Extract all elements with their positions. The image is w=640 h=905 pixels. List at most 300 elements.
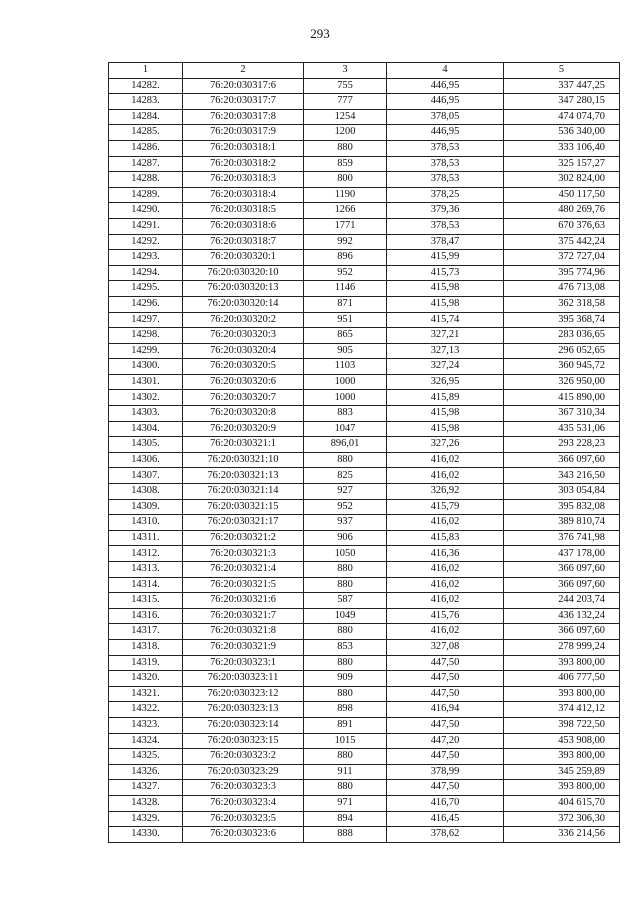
row-number-cell: 14320. [109,671,183,687]
table-row [109,811,620,827]
cadastral-number-cell: 76:20:030323:6 [183,827,304,843]
table-row [109,250,620,266]
row-number-cell: 14302. [109,390,183,406]
specific-value-cell: 327,24 [387,359,504,375]
specific-value-cell: 446,95 [387,94,504,110]
cadastral-value-cell: 435 531,06 [504,421,620,437]
area-cell: 927 [304,484,387,500]
specific-value-cell: 415,83 [387,530,504,546]
cadastral-value-cell: 347 280,15 [504,94,620,110]
table-row [109,390,620,406]
specific-value-cell: 378,25 [387,187,504,203]
area-cell: 952 [304,499,387,515]
cadastral-number-cell: 76:20:030318:4 [183,187,304,203]
row-number-cell: 14326. [109,764,183,780]
cadastral-number-cell: 76:20:030323:12 [183,686,304,702]
specific-value-cell: 446,95 [387,125,504,141]
row-number-cell: 14330. [109,827,183,843]
specific-value-cell: 447,20 [387,733,504,749]
specific-value-cell: 416,36 [387,546,504,562]
cadastral-value-cell: 404 615,70 [504,795,620,811]
specific-value-cell: 447,50 [387,717,504,733]
row-number-cell: 14289. [109,187,183,203]
cadastral-number-cell: 76:20:030317:6 [183,78,304,94]
cadastral-number-cell: 76:20:030323:3 [183,780,304,796]
specific-value-cell: 446,95 [387,78,504,94]
row-number-cell: 14329. [109,811,183,827]
specific-value-cell: 416,02 [387,452,504,468]
specific-value-cell: 378,05 [387,109,504,125]
table-row [109,515,620,531]
table-row [109,484,620,500]
area-cell: 1047 [304,421,387,437]
specific-value-cell: 447,50 [387,655,504,671]
specific-value-cell: 416,02 [387,624,504,640]
cadastral-number-cell: 76:20:030323:1 [183,655,304,671]
area-cell: 755 [304,78,387,94]
row-number-cell: 14308. [109,484,183,500]
cadastral-value-cell: 398 722,50 [504,717,620,733]
table-row [109,343,620,359]
cadastral-value-cell: 278 999,24 [504,639,620,655]
area-cell: 1049 [304,608,387,624]
table-header [109,63,620,79]
area-cell: 971 [304,795,387,811]
area-cell: 880 [304,624,387,640]
row-number-cell: 14301. [109,374,183,390]
row-number-cell: 14328. [109,795,183,811]
table-row [109,795,620,811]
area-cell: 1000 [304,390,387,406]
specific-value-cell: 415,98 [387,281,504,297]
row-number-cell: 14312. [109,546,183,562]
specific-value-cell: 327,13 [387,343,504,359]
cadastral-number-cell: 76:20:030323:29 [183,764,304,780]
cadastral-number-cell: 76:20:030318:1 [183,140,304,156]
row-number-cell: 14305. [109,437,183,453]
specific-value-cell: 378,99 [387,764,504,780]
table-row [109,94,620,110]
table-row [109,671,620,687]
area-cell: 853 [304,639,387,655]
cadastral-value-cell: 453 908,00 [504,733,620,749]
specific-value-cell: 378,53 [387,218,504,234]
specific-value-cell: 416,70 [387,795,504,811]
area-cell: 1266 [304,203,387,219]
table-row [109,172,620,188]
table-row [109,328,620,344]
cadastral-value-cell: 476 713,08 [504,281,620,297]
cadastral-number-cell: 76:20:030321:14 [183,484,304,500]
cadastral-number-cell: 76:20:030320:1 [183,250,304,266]
table-row [109,359,620,375]
specific-value-cell: 378,53 [387,156,504,172]
cadastral-value-cell: 336 214,56 [504,827,620,843]
table-row [109,234,620,250]
specific-value-cell: 416,94 [387,702,504,718]
column-header-4: 4 [387,63,504,79]
row-number-cell: 14303. [109,406,183,422]
row-number-cell: 14290. [109,203,183,219]
cadastral-value-cell: 437 178,00 [504,546,620,562]
table-row [109,468,620,484]
area-cell: 1200 [304,125,387,141]
row-number-cell: 14317. [109,624,183,640]
cadastral-number-cell: 76:20:030321:8 [183,624,304,640]
table-row [109,109,620,125]
specific-value-cell: 415,79 [387,499,504,515]
cadastral-value-cell: 366 097,60 [504,562,620,578]
specific-value-cell: 415,76 [387,608,504,624]
cadastral-value-cell: 376 741,98 [504,530,620,546]
area-cell: 1190 [304,187,387,203]
area-cell: 1050 [304,546,387,562]
cadastral-number-cell: 76:20:030318:7 [183,234,304,250]
area-cell: 865 [304,328,387,344]
area-cell: 880 [304,749,387,765]
row-number-cell: 14322. [109,702,183,718]
row-number-cell: 14296. [109,296,183,312]
specific-value-cell: 379,36 [387,203,504,219]
row-number-cell: 14288. [109,172,183,188]
cadastral-number-cell: 76:20:030318:5 [183,203,304,219]
table-row [109,156,620,172]
cadastral-value-cell: 393 800,00 [504,780,620,796]
cadastral-value-cell: 474 074,70 [504,109,620,125]
area-cell: 888 [304,827,387,843]
table-row [109,265,620,281]
row-number-cell: 14323. [109,717,183,733]
table-row [109,624,620,640]
table-row [109,203,620,219]
row-number-cell: 14284. [109,109,183,125]
area-cell: 1771 [304,218,387,234]
row-number-cell: 14314. [109,577,183,593]
area-cell: 1000 [304,374,387,390]
area-cell: 898 [304,702,387,718]
cadastral-value-cell: 366 097,60 [504,624,620,640]
area-cell: 951 [304,312,387,328]
table-row [109,764,620,780]
cadastral-number-cell: 76:20:030320:10 [183,265,304,281]
cadastral-number-cell: 76:20:030321:1 [183,437,304,453]
area-cell: 800 [304,172,387,188]
row-number-cell: 14325. [109,749,183,765]
cadastral-number-cell: 76:20:030323:2 [183,749,304,765]
table-row [109,639,620,655]
area-cell: 880 [304,562,387,578]
row-number-cell: 14294. [109,265,183,281]
cadastral-number-cell: 76:20:030318:3 [183,172,304,188]
cadastral-value-cell: 450 117,50 [504,187,620,203]
cadastral-number-cell: 76:20:030321:17 [183,515,304,531]
cadastral-value-cell: 670 376,63 [504,218,620,234]
table-row [109,733,620,749]
row-number-cell: 14310. [109,515,183,531]
cadastral-number-cell: 76:20:030320:14 [183,296,304,312]
area-cell: 880 [304,577,387,593]
header-row [109,63,620,79]
column-header-5: 5 [504,63,620,79]
row-number-cell: 14319. [109,655,183,671]
cadastral-number-cell: 76:20:030317:9 [183,125,304,141]
table-row [109,593,620,609]
cadastral-value-cell: 393 800,00 [504,686,620,702]
area-cell: 1146 [304,281,387,297]
cadastral-number-cell: 76:20:030321:3 [183,546,304,562]
area-cell: 911 [304,764,387,780]
table-row [109,717,620,733]
row-number-cell: 14300. [109,359,183,375]
cadastral-number-cell: 76:20:030318:6 [183,218,304,234]
row-number-cell: 14309. [109,499,183,515]
cadastral-value-cell: 415 890,00 [504,390,620,406]
specific-value-cell: 447,50 [387,671,504,687]
table-row [109,312,620,328]
row-number-cell: 14316. [109,608,183,624]
specific-value-cell: 326,95 [387,374,504,390]
cadastral-value-cell: 536 340,00 [504,125,620,141]
row-number-cell: 14318. [109,639,183,655]
cadastral-value-cell: 360 945,72 [504,359,620,375]
table-row [109,437,620,453]
area-cell: 880 [304,140,387,156]
specific-value-cell: 447,50 [387,686,504,702]
cadastral-value-cell: 326 950,00 [504,374,620,390]
cadastral-value-cell: 302 824,00 [504,172,620,188]
cadastral-value-cell: 283 036,65 [504,328,620,344]
cadastral-value-cell: 389 810,74 [504,515,620,531]
table-row [109,827,620,843]
specific-value-cell: 416,02 [387,577,504,593]
specific-value-cell: 415,98 [387,406,504,422]
row-number-cell: 14298. [109,328,183,344]
table-row [109,281,620,297]
cadastral-number-cell: 76:20:030323:15 [183,733,304,749]
specific-value-cell: 327,26 [387,437,504,453]
cadastral-number-cell: 76:20:030323:13 [183,702,304,718]
cadastral-number-cell: 76:20:030320:8 [183,406,304,422]
specific-value-cell: 327,21 [387,328,504,344]
table-row [109,499,620,515]
cadastral-number-cell: 76:20:030323:11 [183,671,304,687]
cadastral-value-cell: 366 097,60 [504,577,620,593]
area-cell: 1103 [304,359,387,375]
area-cell: 880 [304,780,387,796]
cadastral-number-cell: 76:20:030321:5 [183,577,304,593]
row-number-cell: 14286. [109,140,183,156]
cadastral-number-cell: 76:20:030321:10 [183,452,304,468]
row-number-cell: 14292. [109,234,183,250]
cadastral-value-cell: 303 054,84 [504,484,620,500]
area-cell: 883 [304,406,387,422]
cadastral-number-cell: 76:20:030318:2 [183,156,304,172]
area-cell: 905 [304,343,387,359]
cadastral-value-cell: 395 832,08 [504,499,620,515]
specific-value-cell: 415,99 [387,250,504,266]
cadastral-value-cell: 436 132,24 [504,608,620,624]
specific-value-cell: 416,02 [387,468,504,484]
row-number-cell: 14297. [109,312,183,328]
row-number-cell: 14282. [109,78,183,94]
cadastral-value-cell: 296 052,65 [504,343,620,359]
row-number-cell: 14285. [109,125,183,141]
table-row [109,655,620,671]
cadastral-number-cell: 76:20:030320:5 [183,359,304,375]
cadastral-value-cell: 393 800,00 [504,655,620,671]
table-row [109,749,620,765]
row-number-cell: 14313. [109,562,183,578]
cadastral-value-cell: 367 310,34 [504,406,620,422]
cadastral-value-cell: 345 259,89 [504,764,620,780]
row-number-cell: 14321. [109,686,183,702]
cadastral-number-cell: 76:20:030321:7 [183,608,304,624]
specific-value-cell: 415,98 [387,421,504,437]
specific-value-cell: 416,45 [387,811,504,827]
area-cell: 952 [304,265,387,281]
cadastral-number-cell: 76:20:030321:2 [183,530,304,546]
cadastral-number-cell: 76:20:030321:15 [183,499,304,515]
cadastral-number-cell: 76:20:030320:4 [183,343,304,359]
area-cell: 891 [304,717,387,733]
table-row [109,296,620,312]
cadastral-number-cell: 76:20:030321:6 [183,593,304,609]
row-number-cell: 14283. [109,94,183,110]
row-number-cell: 14311. [109,530,183,546]
row-number-cell: 14287. [109,156,183,172]
row-number-cell: 14299. [109,343,183,359]
row-number-cell: 14327. [109,780,183,796]
row-number-cell: 14315. [109,593,183,609]
table-body [109,78,620,842]
specific-value-cell: 378,47 [387,234,504,250]
specific-value-cell: 447,50 [387,780,504,796]
table-row [109,686,620,702]
area-cell: 896 [304,250,387,266]
cadastral-number-cell: 76:20:030321:13 [183,468,304,484]
area-cell: 880 [304,686,387,702]
cadastral-value-cell: 480 269,76 [504,203,620,219]
specific-value-cell: 378,53 [387,140,504,156]
area-cell: 777 [304,94,387,110]
cadastral-number-cell: 76:20:030321:9 [183,639,304,655]
area-cell: 871 [304,296,387,312]
area-cell: 992 [304,234,387,250]
area-cell: 1254 [304,109,387,125]
specific-value-cell: 327,08 [387,639,504,655]
table-row [109,608,620,624]
cadastral-value-cell: 325 157,27 [504,156,620,172]
table-row [109,562,620,578]
specific-value-cell: 378,62 [387,827,504,843]
cadastral-number-cell: 76:20:030317:8 [183,109,304,125]
cadastral-number-cell: 76:20:030317:7 [183,94,304,110]
area-cell: 880 [304,655,387,671]
table-row [109,406,620,422]
page-number: 293 [310,26,330,41]
area-cell: 825 [304,468,387,484]
specific-value-cell: 378,53 [387,172,504,188]
table-row [109,374,620,390]
area-cell: 937 [304,515,387,531]
area-cell: 896,01 [304,437,387,453]
area-cell: 859 [304,156,387,172]
row-number-cell: 14304. [109,421,183,437]
table-row [109,530,620,546]
row-number-cell: 14324. [109,733,183,749]
cadastral-value-cell: 343 216,50 [504,468,620,484]
cadastral-value-table [108,62,620,843]
cadastral-value-cell: 293 228,23 [504,437,620,453]
cadastral-number-cell: 76:20:030320:13 [183,281,304,297]
cadastral-value-cell: 395 368,74 [504,312,620,328]
specific-value-cell: 415,89 [387,390,504,406]
area-cell: 587 [304,593,387,609]
cadastral-number-cell: 76:20:030321:4 [183,562,304,578]
row-number-cell: 14306. [109,452,183,468]
cadastral-number-cell: 76:20:030320:3 [183,328,304,344]
cadastral-number-cell: 76:20:030323:5 [183,811,304,827]
specific-value-cell: 326,92 [387,484,504,500]
area-cell: 909 [304,671,387,687]
area-cell: 894 [304,811,387,827]
table-row [109,187,620,203]
area-cell: 880 [304,452,387,468]
cadastral-value-cell: 372 727,04 [504,250,620,266]
cadastral-value-cell: 366 097,60 [504,452,620,468]
specific-value-cell: 415,74 [387,312,504,328]
specific-value-cell: 416,02 [387,593,504,609]
column-header-2: 2 [183,63,304,79]
area-cell: 1015 [304,733,387,749]
column-header-3: 3 [304,63,387,79]
cadastral-value-cell: 395 774,96 [504,265,620,281]
row-number-cell: 14307. [109,468,183,484]
cadastral-number-cell: 76:20:030323:14 [183,717,304,733]
table-row [109,421,620,437]
column-header-1: 1 [109,63,183,79]
cadastral-number-cell: 76:20:030320:7 [183,390,304,406]
cadastral-value-cell: 244 203,74 [504,593,620,609]
cadastral-value-cell: 333 106,40 [504,140,620,156]
cadastral-value-cell: 375 442,24 [504,234,620,250]
specific-value-cell: 415,73 [387,265,504,281]
table-row [109,452,620,468]
row-number-cell: 14293. [109,250,183,266]
specific-value-cell: 416,02 [387,562,504,578]
cadastral-value-cell: 374 412,12 [504,702,620,718]
area-cell: 906 [304,530,387,546]
cadastral-value-cell: 337 447,25 [504,78,620,94]
table-row [109,577,620,593]
cadastral-value-cell: 362 318,58 [504,296,620,312]
cadastral-value-cell: 372 306,30 [504,811,620,827]
table-row [109,140,620,156]
cadastral-value-cell: 393 800,00 [504,749,620,765]
cadastral-number-cell: 76:20:030320:6 [183,374,304,390]
cadastral-number-cell: 76:20:030320:9 [183,421,304,437]
table-row [109,125,620,141]
row-number-cell: 14291. [109,218,183,234]
table-row [109,780,620,796]
specific-value-cell: 416,02 [387,515,504,531]
table-row [109,546,620,562]
cadastral-number-cell: 76:20:030323:4 [183,795,304,811]
cadastral-number-cell: 76:20:030320:2 [183,312,304,328]
table-row [109,702,620,718]
specific-value-cell: 415,98 [387,296,504,312]
cadastral-value-cell: 406 777,50 [504,671,620,687]
